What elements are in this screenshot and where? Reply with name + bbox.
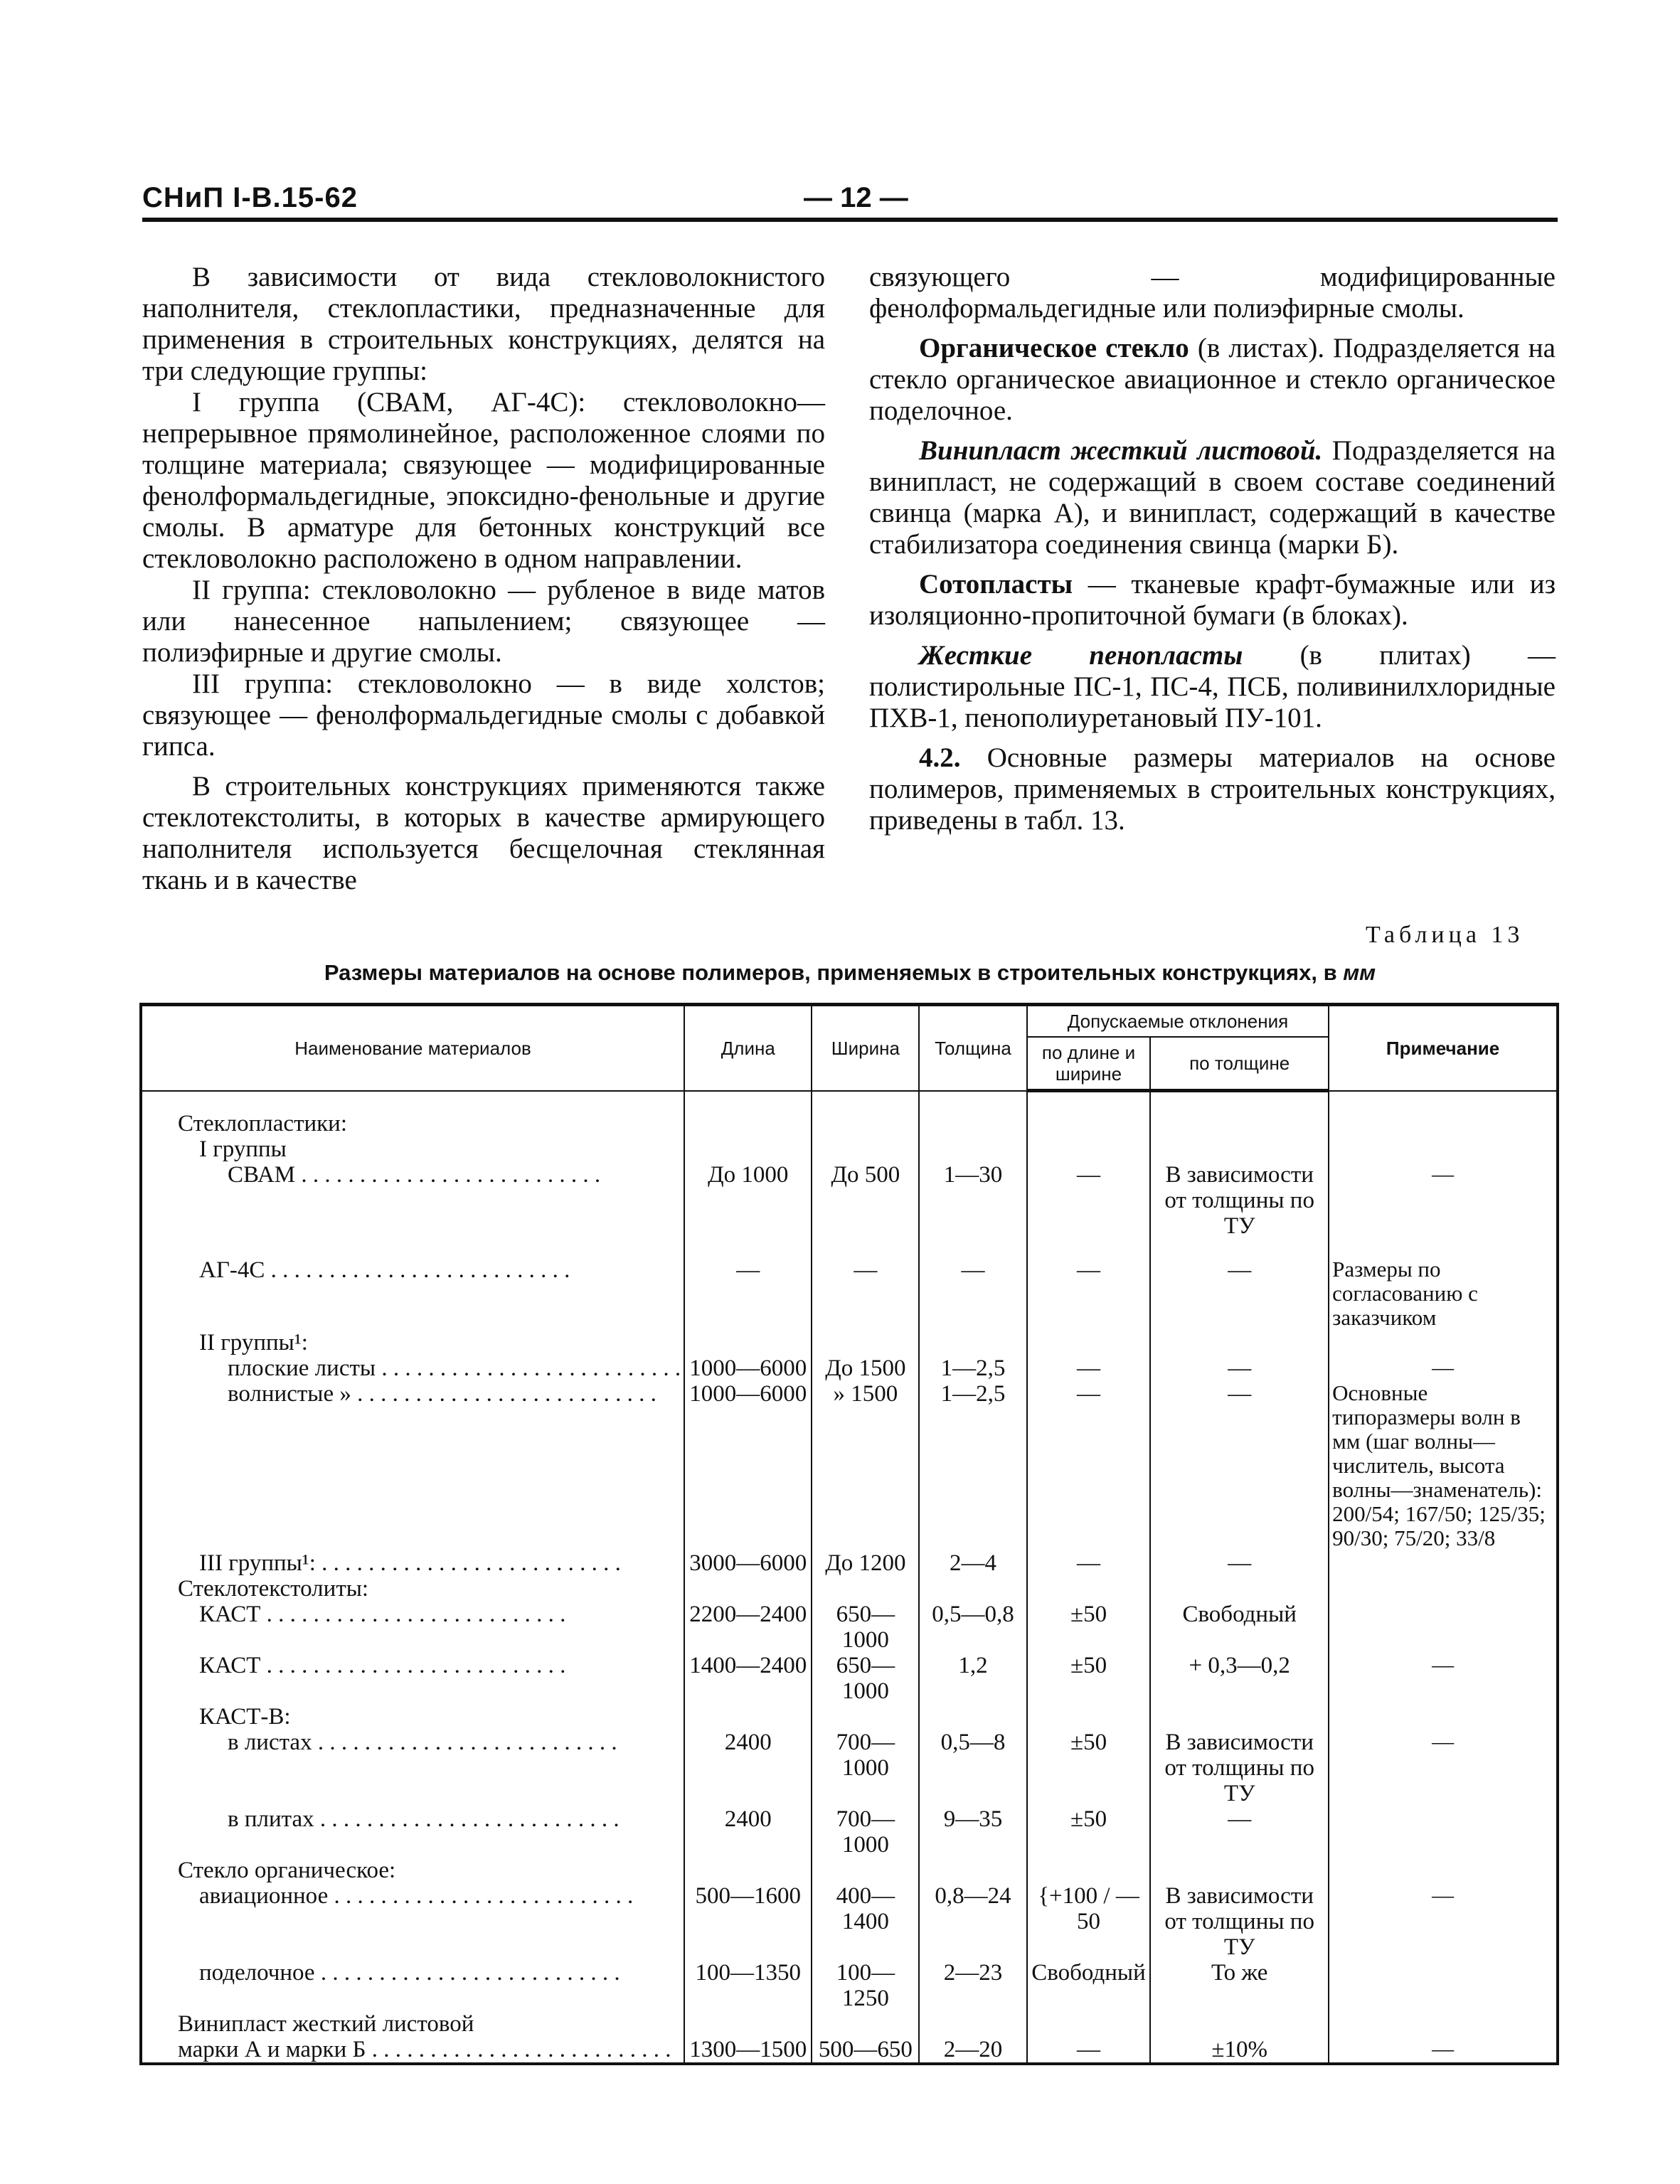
cell-tol-lw: Свободный bbox=[1027, 1960, 1150, 2011]
col-header-note: Примечание bbox=[1329, 1005, 1558, 1091]
cell-thickness: 2—23 bbox=[919, 1960, 1027, 2011]
cell-width: До 1500 bbox=[812, 1355, 919, 1381]
cell-tol-t: ±10% bbox=[1150, 2037, 1329, 2064]
cell-tol-t: — bbox=[1150, 1550, 1329, 1576]
cell-length: 1400—2400 bbox=[684, 1653, 812, 1704]
cell-tol-lw: ±50 bbox=[1027, 1806, 1150, 1858]
table-row bbox=[141, 2037, 1558, 2064]
cell-tol-t: — bbox=[1150, 1355, 1329, 1381]
cell-length: — bbox=[684, 1257, 812, 1330]
cell-tol-t: То же bbox=[1150, 1960, 1329, 2011]
cell-width: » 1500 bbox=[812, 1381, 919, 1550]
cell-thickness: 0,5—0,8 bbox=[919, 1602, 1027, 1653]
cell-name: Стекло органическое: bbox=[141, 1858, 684, 1883]
table-row bbox=[141, 1257, 1558, 1330]
cell-note: — bbox=[1329, 1653, 1558, 1704]
paragraph: В строительных конструкциях применяются также стеклотекстолиты, в которых в качестве армирующего наполнителя используется бесщелочная стеклянная ткань и в качестве bbox=[142, 771, 825, 895]
paragraph-text: (в плитах) — полистирольные ПС-1, ПС-4, ПСБ, поливинилхлоридные ПХВ-1, пенополиуретановый ПУ-101. bbox=[869, 640, 1556, 733]
cell-width: 650—1000 bbox=[812, 1602, 919, 1653]
cell-name-text: волнистые » . . . bbox=[228, 1381, 656, 1407]
cell-name-text: АГ-4С . . . bbox=[199, 1257, 570, 1283]
table-row bbox=[141, 2011, 1558, 2037]
cell-note: — bbox=[1329, 2037, 1558, 2064]
cell-tol-t: — bbox=[1150, 1257, 1329, 1330]
cell-name bbox=[141, 1883, 684, 1960]
cell-tol-t: Свободный bbox=[1150, 1602, 1329, 1653]
paragraph-text: (в листах). Подразделяется на стекло органическое авиационное и стекло органическое поделочное. bbox=[869, 333, 1556, 426]
dimensions-table bbox=[139, 1003, 1559, 2065]
cell-thickness: — bbox=[919, 1257, 1027, 1330]
paragraph: II группа: стекловолокно — рубленое в виде матов или нанесенное напылением; связующее — полиэфирные и другие смолы. bbox=[142, 575, 825, 668]
cell-tol-t: В зависимости от толщины по ТУ bbox=[1150, 1162, 1329, 1239]
cell-name bbox=[141, 1381, 684, 1550]
section-number: 4.2. bbox=[919, 742, 961, 773]
cell-tol-t: — bbox=[1150, 1381, 1329, 1550]
cell-note: — bbox=[1329, 1730, 1558, 1806]
cell-thickness: 1—2,5 bbox=[919, 1355, 1027, 1381]
paragraph: связующего — модифицированные фенолформальдегидные или полиэфирные смолы. bbox=[869, 262, 1556, 324]
cell-name-text: марки А и марки Б . . . bbox=[178, 2037, 671, 2062]
cell-tol-t: В зависимости от толщины по ТУ bbox=[1150, 1883, 1329, 1960]
cell-width: 500—650 bbox=[812, 2037, 919, 2064]
table-row bbox=[141, 1136, 1558, 1162]
cell-width: 650—1000 bbox=[812, 1653, 919, 1704]
cell-tol-lw: — bbox=[1027, 1381, 1150, 1550]
cell-length: 100—1350 bbox=[684, 1960, 812, 2011]
table-row bbox=[141, 1162, 1558, 1239]
paragraph bbox=[869, 435, 1556, 560]
cell-width: 100—1250 bbox=[812, 1960, 919, 2011]
cell-tol-lw: {+100 / —50 bbox=[1027, 1883, 1150, 1960]
cell-tol-lw: — bbox=[1027, 2037, 1150, 2064]
cell-name bbox=[141, 1162, 684, 1239]
cell-name: Стеклотекстолиты: bbox=[141, 1576, 684, 1602]
cell-name-text: в плитах . . . bbox=[228, 1806, 620, 1832]
table-row bbox=[141, 1330, 1558, 1355]
cell-note: — bbox=[1329, 1162, 1558, 1239]
table-title-text: Размеры материалов на основе полимеров, применяемых в строительных конструкциях, в bbox=[324, 960, 1337, 985]
cell-note bbox=[1329, 1550, 1558, 1576]
col-header-tolerances: Допускаемые отклонения bbox=[1027, 1005, 1329, 1038]
cell-length: 500—1600 bbox=[684, 1883, 812, 1960]
cell-length: 2200—2400 bbox=[684, 1602, 812, 1653]
paragraph-text: Подразделяется на винипласт, не содержащий в своем составе соединений свинца (марка А), и винипласт, содержащий в качестве стабилизатора соединения свинца (марки Б). bbox=[869, 435, 1556, 560]
cell-width: 700—1000 bbox=[812, 1806, 919, 1858]
cell-name-text: III группы¹: . . . bbox=[199, 1550, 621, 1576]
cell-tol-lw: ±50 bbox=[1027, 1730, 1150, 1806]
right-column bbox=[869, 262, 1556, 836]
cell-length: 2400 bbox=[684, 1730, 812, 1806]
cell-note: Размеры по согласованию с заказчиком bbox=[1329, 1257, 1558, 1330]
table-row bbox=[141, 1730, 1558, 1806]
cell-name-text: в листах . . . bbox=[228, 1730, 617, 1755]
cell-thickness: 1,2 bbox=[919, 1653, 1027, 1704]
cell-name-text: КАСТ . . . bbox=[199, 1602, 565, 1627]
table-row bbox=[141, 1653, 1558, 1704]
cell-name bbox=[141, 1257, 684, 1330]
cell-name bbox=[141, 2037, 684, 2064]
cell-name bbox=[141, 1653, 684, 1704]
col-header-length: Длина bbox=[684, 1005, 812, 1091]
table-title-unit: мм bbox=[1343, 960, 1376, 985]
paragraph bbox=[869, 742, 1556, 836]
term: Жесткие пенопласты bbox=[919, 640, 1243, 671]
cell-tol-lw: — bbox=[1027, 1257, 1150, 1330]
document-code: СНиП I-В.15-62 bbox=[142, 182, 358, 213]
cell-length: 1300—1500 bbox=[684, 2037, 812, 2064]
cell-name: КАСТ-В: bbox=[141, 1704, 684, 1730]
cell-length: 3000—6000 bbox=[684, 1550, 812, 1576]
page-number: — 12 — bbox=[804, 182, 908, 213]
cell-name: I группы bbox=[141, 1136, 684, 1162]
table-row bbox=[141, 1602, 1558, 1653]
cell-name bbox=[141, 1806, 684, 1858]
paragraph: В зависимости от вида стекловолокнистого наполнителя, стеклопластики, предназначенные для применения в строительных конструкциях, делятся на три следующие группы: bbox=[142, 262, 825, 386]
term: Винипласт жесткий листовой. bbox=[919, 435, 1323, 466]
cell-width: До 1200 bbox=[812, 1550, 919, 1576]
cell-note: Основные типоразмеры волн в мм (шаг волны—числитель, высота волны—знаменатель): 200/54; 167/50; 125/35; 90/30; 75/20; 33/8 bbox=[1329, 1381, 1558, 1550]
term: Сотопласты bbox=[919, 569, 1073, 600]
table-row bbox=[141, 1883, 1558, 1960]
cell-length: 1000—6000 bbox=[684, 1381, 812, 1550]
cell-width: 700—1000 bbox=[812, 1730, 919, 1806]
term: Органическое стекло bbox=[919, 333, 1189, 363]
cell-name-text: СВАМ . . . bbox=[228, 1162, 600, 1188]
table-row bbox=[141, 1576, 1558, 1602]
table-row bbox=[141, 1806, 1558, 1858]
table-title bbox=[142, 960, 1558, 986]
cell-tol-t: + 0,3—0,2 bbox=[1150, 1653, 1329, 1704]
cell-length: До 1000 bbox=[684, 1162, 812, 1239]
paragraph bbox=[869, 333, 1556, 427]
cell-note bbox=[1329, 1960, 1558, 2011]
cell-note bbox=[1329, 1806, 1558, 1858]
cell-tol-lw: — bbox=[1027, 1355, 1150, 1381]
table-row bbox=[141, 1704, 1558, 1730]
header-rule bbox=[142, 218, 1558, 222]
table-row bbox=[141, 1550, 1558, 1576]
cell-note: — bbox=[1329, 1883, 1558, 1960]
cell-tol-lw: ±50 bbox=[1027, 1602, 1150, 1653]
col-header-tol-length-width: по длине и ширине bbox=[1027, 1037, 1150, 1091]
cell-name bbox=[141, 1355, 684, 1381]
cell-name-text: плоские листы . . . bbox=[228, 1355, 681, 1381]
cell-thickness: 1—30 bbox=[919, 1162, 1027, 1239]
cell-name-text: поделочное . . . bbox=[199, 1960, 620, 1986]
table-row bbox=[141, 1111, 1558, 1136]
cell-width: До 500 bbox=[812, 1162, 919, 1239]
cell-thickness: 1—2,5 bbox=[919, 1381, 1027, 1550]
left-column bbox=[142, 262, 825, 896]
col-header-name: Наименование материалов bbox=[141, 1005, 684, 1091]
paragraph: III группа: стекловолокно — в виде холстов; связующее — фенолформальдегидные смолы с добавкой гипса. bbox=[142, 668, 825, 762]
cell-tol-lw: — bbox=[1027, 1162, 1150, 1239]
cell-tol-t: — bbox=[1150, 1806, 1329, 1858]
cell-tol-lw: — bbox=[1027, 1550, 1150, 1576]
table-row bbox=[141, 1858, 1558, 1883]
cell-name bbox=[141, 1602, 684, 1653]
cell-width: 400—1400 bbox=[812, 1883, 919, 1960]
table-row bbox=[141, 1381, 1558, 1550]
paragraph: I группа (СВАМ, АГ-4С): стекловолокно—непрерывное прямолинейное, расположенное слоями по толщине материала; связующее — модифицированные фенолформальдегидные, эпоксидно-фенольные и другие смолы. В арматуре для бетонных конструкций все стекловолокно расположено в одном направлении. bbox=[142, 387, 825, 574]
paragraph bbox=[869, 569, 1556, 632]
cell-length: 1000—6000 bbox=[684, 1355, 812, 1381]
paragraph-text: Основные размеры материалов на основе полимеров, применяемых в строительных конструкциях, приведены в табл. 13. bbox=[869, 742, 1556, 836]
table-label: Таблица 13 bbox=[1366, 922, 1524, 948]
col-header-thickness: Толщина bbox=[919, 1005, 1027, 1091]
cell-tol-lw: ±50 bbox=[1027, 1653, 1150, 1704]
paragraph-text: — тканевые крафт-бумажные или из изоляционно-пропиточной бумаги (в блоках). bbox=[869, 569, 1556, 631]
cell-name-text: КАСТ . . . bbox=[199, 1653, 565, 1678]
cell-name bbox=[141, 1550, 684, 1576]
cell-thickness: 2—4 bbox=[919, 1550, 1027, 1576]
cell-note: — bbox=[1329, 1355, 1558, 1381]
paragraph bbox=[869, 640, 1556, 734]
cell-thickness: 0,5—8 bbox=[919, 1730, 1027, 1806]
cell-name: II группы¹: bbox=[141, 1330, 684, 1355]
cell-name-text: авиационное . . . bbox=[199, 1883, 633, 1909]
cell-name: Винипласт жесткий листовой bbox=[141, 2011, 684, 2037]
cell-thickness: 0,8—24 bbox=[919, 1883, 1027, 1960]
cell-width: — bbox=[812, 1257, 919, 1330]
cell-thickness: 9—35 bbox=[919, 1806, 1027, 1858]
col-header-width: Ширина bbox=[812, 1005, 919, 1091]
cell-name: Стеклопластики: bbox=[141, 1111, 684, 1136]
cell-length: 2400 bbox=[684, 1806, 812, 1858]
cell-name bbox=[141, 1730, 684, 1806]
cell-name bbox=[141, 1960, 684, 2011]
table-row bbox=[141, 1355, 1558, 1381]
cell-tol-t: В зависимости от толщины по ТУ bbox=[1150, 1730, 1329, 1806]
col-header-tol-thickness: по толщине bbox=[1150, 1037, 1329, 1091]
table-row bbox=[141, 1960, 1558, 2011]
cell-note bbox=[1329, 1602, 1558, 1653]
cell-thickness: 2—20 bbox=[919, 2037, 1027, 2064]
